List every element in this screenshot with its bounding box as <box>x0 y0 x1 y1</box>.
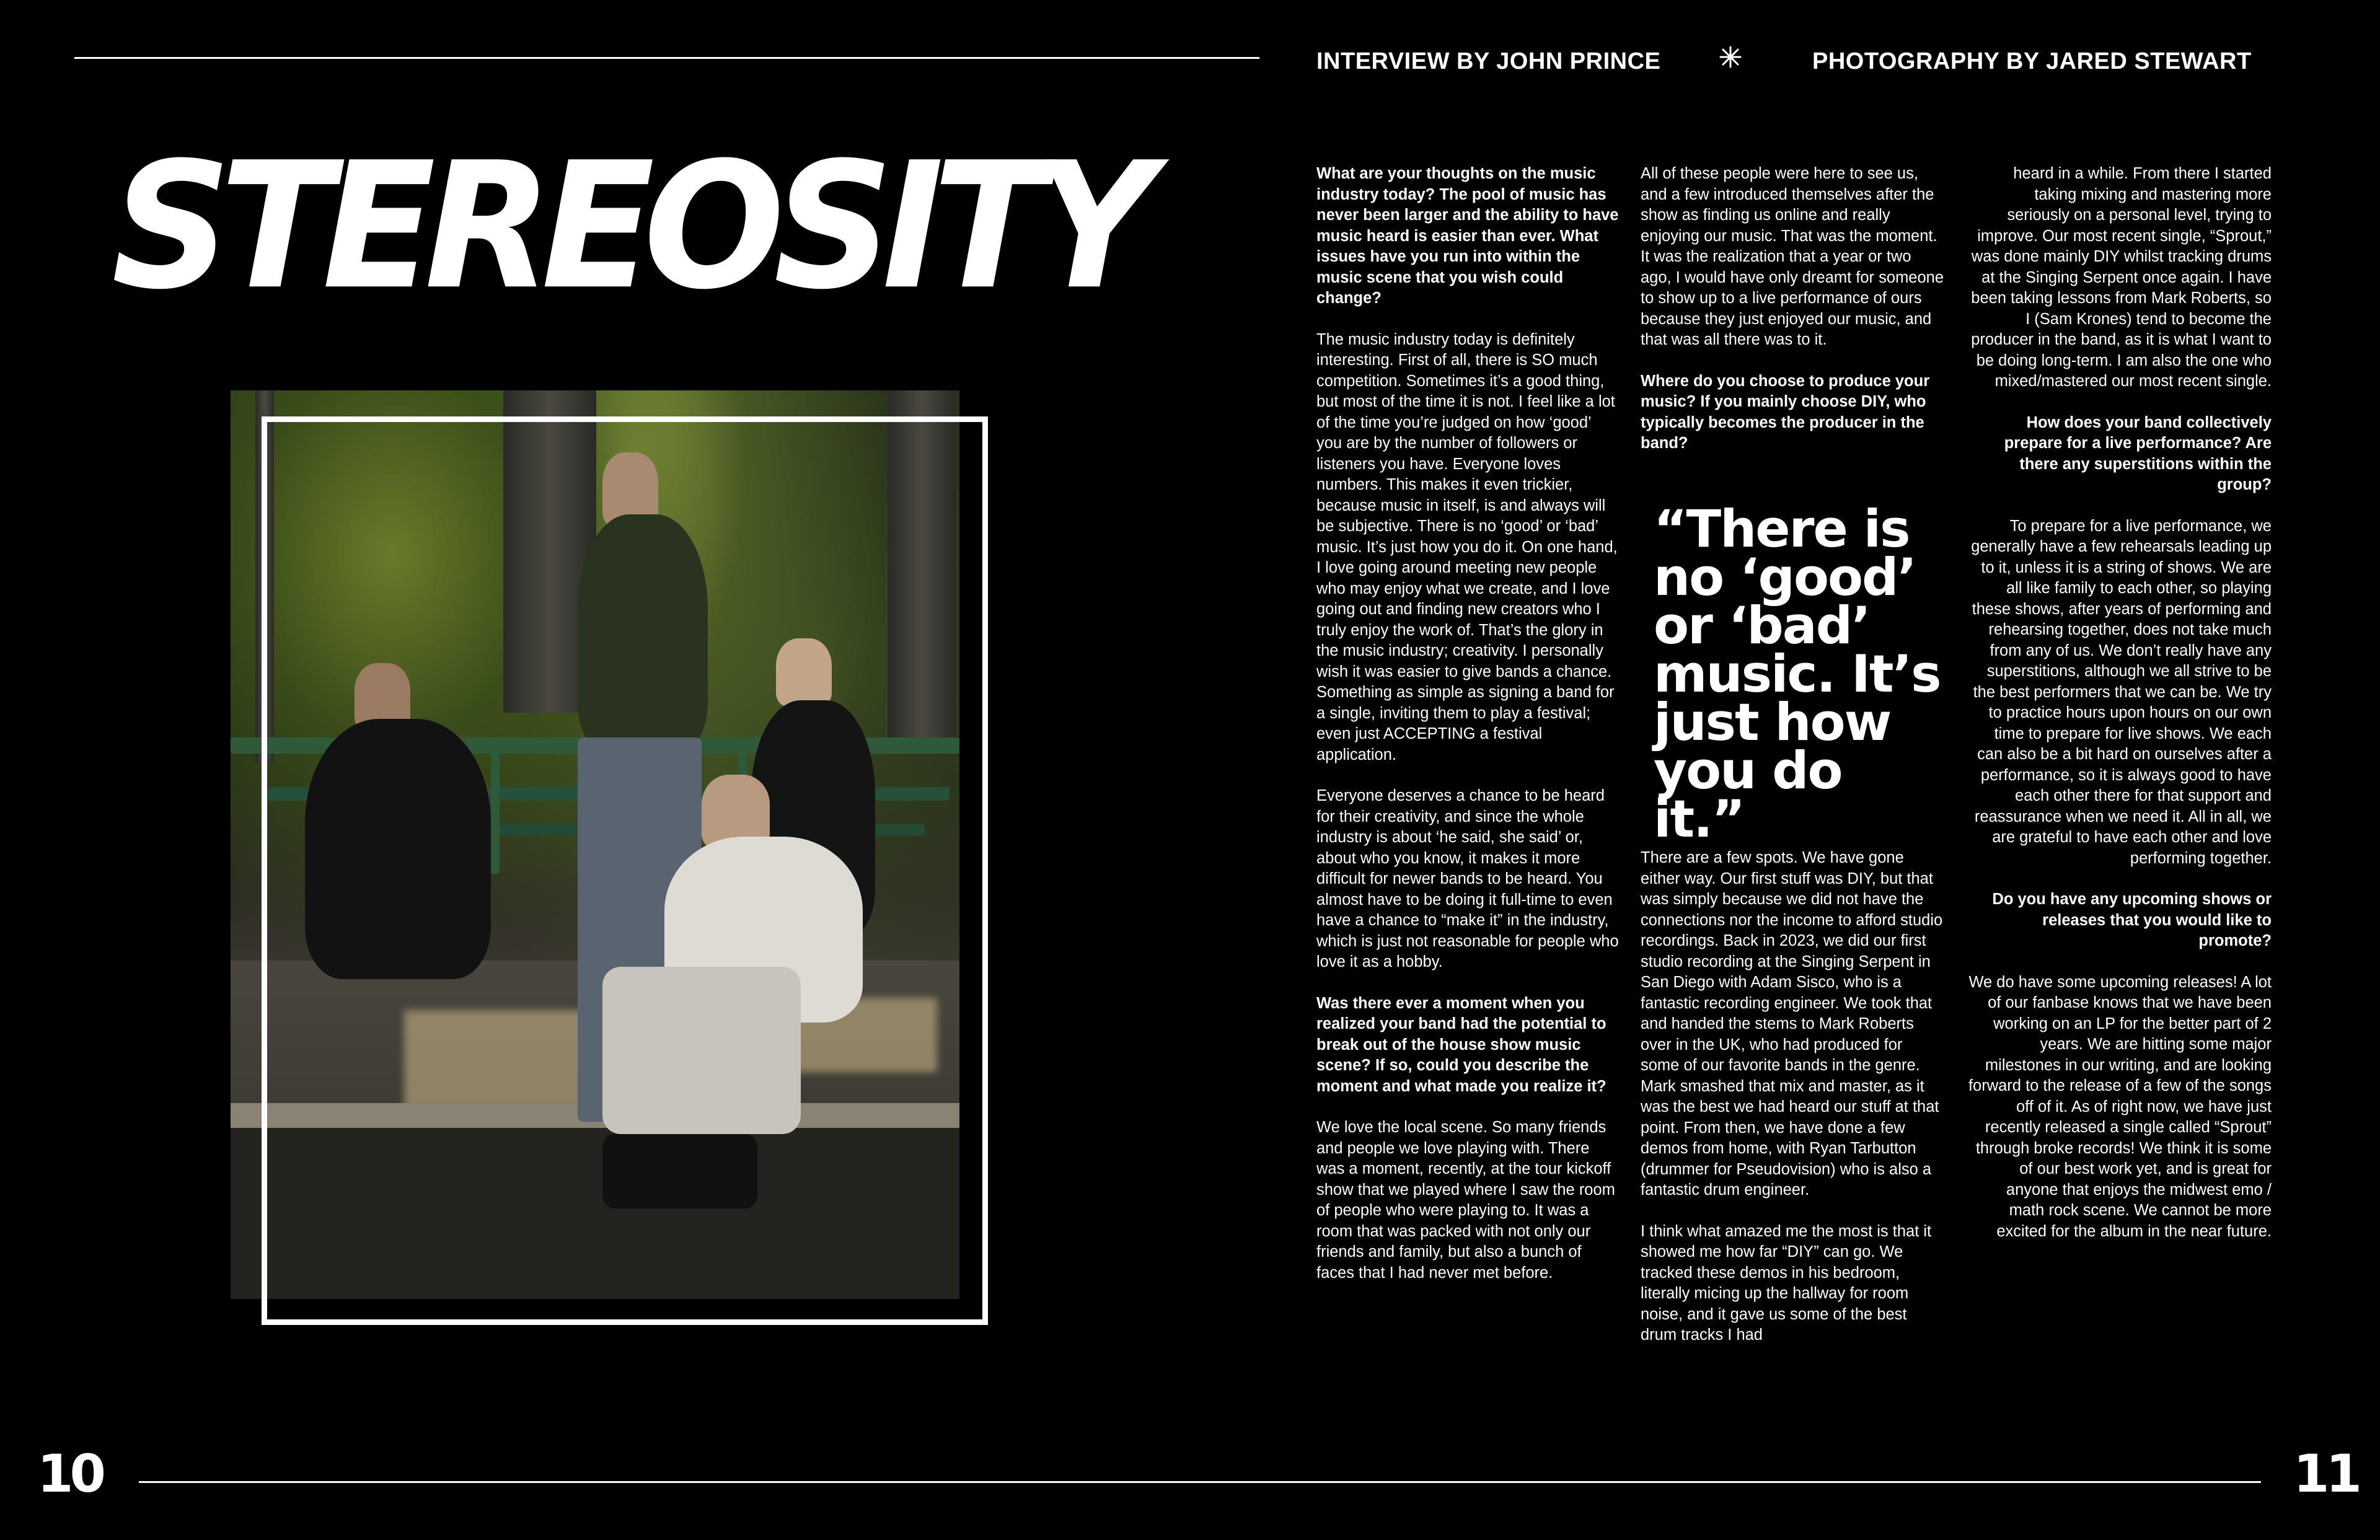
top-rule <box>74 57 1259 59</box>
text-column-2-top <box>1641 164 1944 475</box>
question-2: Was there ever a moment when you realized your band had the potential to break out of the house show music scene? If so, could you describe the moment and what made you realize it? <box>1316 994 1606 1095</box>
question-4: How does your band collectively prepare for a live performance? Are there any superstitions within the group? <box>2004 413 2272 493</box>
page-number-left: 10 <box>37 1443 102 1504</box>
pull-quote: “There is no ‘good’ or ‘bad’ music. It’s just how you do it.” <box>1654 499 1941 849</box>
question-5: Do you have any upcoming shows or releases that you would like to promote? <box>1992 891 2272 949</box>
answer-paragraph: I think what amazed me the most is that it showed me how far “DIY” can go. We tracked these demos in his bedroom, literally micing up the hallway for room noise, and it gave us some of the best drum tracks I had <box>1641 1222 1932 1344</box>
answer-paragraph: The music industry today is definitely interesting. First of all, there is SO much competition. Sometimes it’s a good thing, but most of the time it is not. I feel like a lot of the time you’re judged on how ‘good’ you are by the number of followers or listeners you have. Everyone loves numbers. This makes it even trickier, because music in itself, is and always will be subjective. There is no ‘good’ or ‘bad’ music. It’s just how you do it. On one hand, I love going around meeting new people who may enjoy what we create, and I love going out and finding new creators who I truly enjoy the work of. That’s the glory in the music industry; creativity. I personally wish it was easier to give bands a chance. Something as simple as signing a band for a single, inviting them to play a festival; even just ACCEPTING a festival application. <box>1316 330 1618 763</box>
answer-paragraph: All of these people were here to see us, and a few introduced themselves after the show as finding us online and really enjoying our music. That was the moment. It was the realization that a year or two ago, I would have only dreamt for someone to show up to a live performance of ours because they just enjoyed our music, and that was all there was to it. <box>1641 165 1944 348</box>
text-column-2-bottom <box>1641 848 1944 1366</box>
question-1: What are your thoughts on the music industry today? The pool of music has never been larger and the ability to have music heard is easier than ever. What issues have you run into within the music scene that you wish could change? <box>1316 165 1619 307</box>
text-column-1 <box>1316 164 1620 1304</box>
interview-credit: INTERVIEW BY JOHN PRINCE <box>1316 48 1661 74</box>
answer-paragraph: heard in a while. From there I started taking mixing and mastering more seriously on a personal level, trying to improve. Our most recent single, “Sprout,” was done mainly DIY whilst tracking drums at the Singing Serpent once again. I have been taking lessons from Mark Roberts, so I (Sam Krones) tend to become the producer in the band, as it is what I want to be doing long-term. I am also the one who mixed/mastered our most recent single. <box>1971 165 2272 390</box>
page-number-right: 11 <box>2293 1443 2358 1504</box>
answer-paragraph: To prepare for a live performance, we generally have a few rehearsals leading up to it, unless it is a string of shows. We are all like family to each other, so playing these shows, after years of performing and rehearsing together, does not take much from any of us. We don’t really have any superstitions, although we all strive to be the best performers that we can be. We try to practice hours upon hours on our own time to prepare for live shows. We each can also be a bit hard on ourselves after a performance, so it is always good to have each other there for that support and reassurance when we need it. All in all, we are grateful to have each other and love performing together. <box>1971 517 2272 867</box>
answer-paragraph: There are a few spots. We have gone either way. Our first stuff was DIY, but that was simply because we did not have the connections nor the income to afford studio recordings. Back in 2023, we did our first studio recording at the Singing Serpent in San Diego with Adam Sisco, who is a fantastic recording engineer. We took that and handed the stems to Mark Roberts over in the UK, who had produced for some of our favorite bands in the genre. Mark smashed that mix and master, as it was the best we had heard our stuff at that point. From then, we have done a few demos from home, with Ryan Tarbutton (drummer for Pseudovision) who is also a fantastic drum engineer. <box>1641 849 1943 1199</box>
answer-paragraph: Everyone deserves a chance to be heard for their creativity, and since the whole industry is about ‘he said, she said’ or, about who you know, it makes it more difficult for newer bands to be heard. You almost have to be doing it full-time to even have a chance to “make it” in the industry, which is just not reasonable for people who love it as a hobby. <box>1316 787 1619 970</box>
article-title: STEREOSITY <box>112 125 1144 328</box>
photo-credit: PHOTOGRAPHY BY JARED STEWART <box>1812 48 2252 74</box>
photo-frame <box>262 416 988 1325</box>
answer-paragraph: We love the local scene. So many friends and people we love playing with. There was a moment, recently, at the tour kickoff show that we played where I saw the room of people who were playing to. It was a room that was packed with not only our friends and family, but also a bunch of faces that I had never met before. <box>1316 1119 1615 1282</box>
bottom-rule <box>139 1481 2261 1483</box>
question-3: Where do you choose to produce your music? If you mainly choose DIY, who typically becomes the producer in the band? <box>1641 372 1930 452</box>
star-icon <box>1719 46 1742 68</box>
text-column-3 <box>1968 164 2272 1262</box>
answer-paragraph: We do have some upcoming releases! A lot of our fanbase knows that we have been working on an LP for the better part of 2 years. We are hitting some major milestones in our writing, and are looking forward to the release of a few of the songs off of it. As of right now, we have just recently released a single called “Sprout” through broke records! We think it is some of our best work yet, and is great for anyone that enjoys the midwest emo / math rock scene. We cannot be more excited for the album in the near future. <box>1968 973 2272 1240</box>
